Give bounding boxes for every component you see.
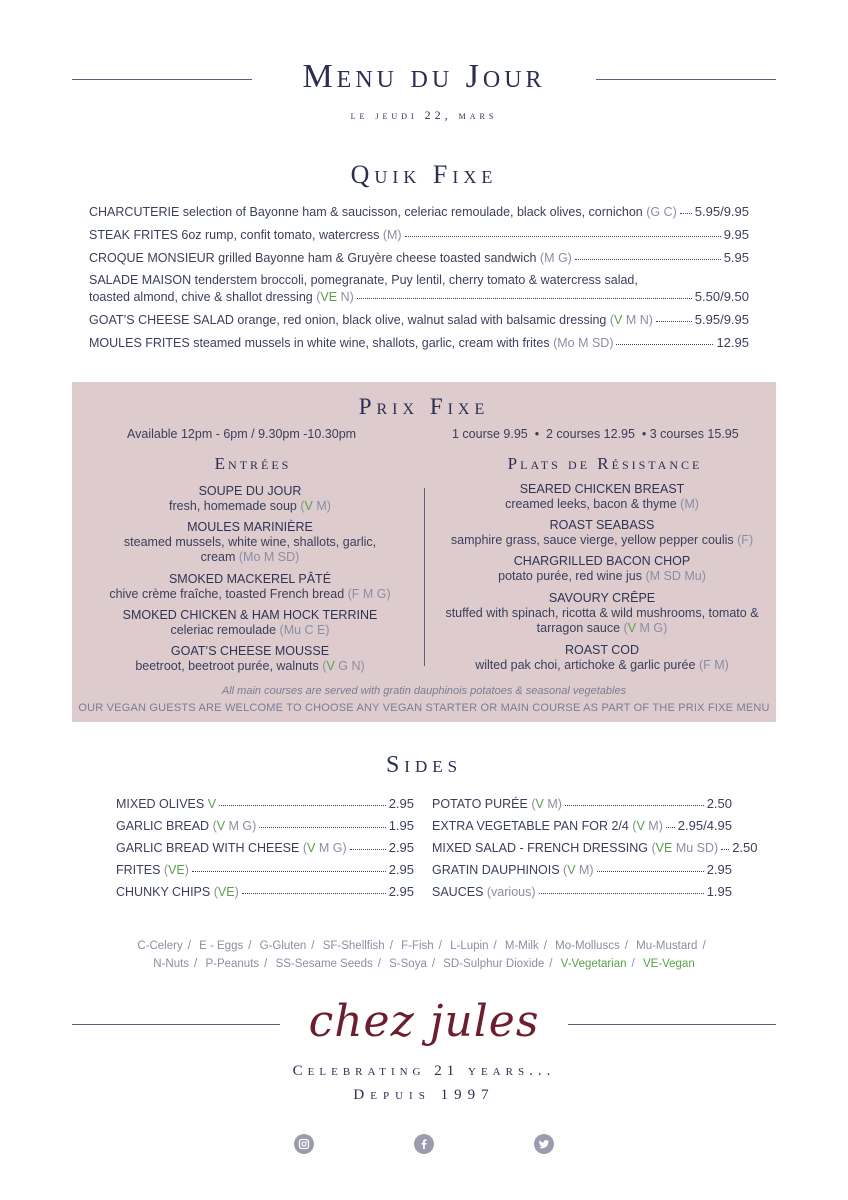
legend-vegan: VE-Vegan [642, 958, 695, 970]
vegetarian-mark: V [535, 797, 544, 811]
dish-name: ROAST SEABASS [549, 518, 655, 532]
side-name: MIXED OLIVES [116, 797, 208, 811]
allergens: M G) [315, 841, 347, 855]
main-savoury-crepe: SAVOURY CRÊPE stuffed with spinach, ricotta & wild mushrooms, tomato & tarragon sauce (V M G) [428, 591, 776, 636]
legend-vegetarian: V-Vegetarian [560, 958, 627, 970]
vegan-mark: VE [168, 863, 185, 877]
item-name: SALADE MAISON [89, 273, 192, 287]
item-name: CHARCUTERIE [89, 205, 180, 219]
allergen-legend [0, 937, 848, 973]
main-roast-seabass [428, 518, 776, 548]
dot-leader [565, 805, 704, 806]
dish-desc-2: cream [200, 550, 236, 564]
dish-desc: celeriac remoulade [170, 623, 277, 637]
allergens: G N) [338, 659, 365, 673]
allergens: (various) [486, 885, 536, 899]
prix-pricing: 1 course 9.95 • 2 courses 12.95 • 3 courses 15.95 [452, 427, 739, 441]
entree-smoked-mackerel [72, 572, 428, 602]
menu-title: Menu du Jour [302, 58, 546, 95]
dish-desc: chive crème fraîche, toasted French bread [109, 587, 345, 601]
item-price: 5.95/9.95 [694, 312, 749, 327]
dish-desc: stuffed with spinach, ricotta & wild mushrooms, tomato & [445, 606, 759, 620]
item-price: 12.95 [716, 335, 749, 350]
side-price: 2.95 [388, 884, 414, 899]
vegetarian-mark: V [627, 621, 637, 635]
dot-leader [219, 805, 386, 806]
dot-leader [721, 849, 729, 850]
celebrating-text: Celebrating 21 years... [292, 1063, 556, 1079]
dot-leader [575, 259, 721, 260]
quik-item-salade-maison-line1 [89, 273, 638, 287]
side-name: MIXED SALAD - FRENCH DRESSING [432, 841, 652, 855]
allergens: (Mo M SD) [238, 550, 300, 564]
legend-molluscs: Mo-Molluscs [555, 940, 620, 952]
allergens: M G) [225, 819, 257, 833]
legend-milk: M-Milk [504, 940, 539, 952]
dish-name: CHARGRILLED BACON CHOP [513, 554, 691, 568]
dish-desc: wilted pak choi, artichoke & garlic purée [475, 658, 696, 672]
entrees-title: Entrées [214, 454, 292, 473]
item-desc: 6oz rump, confit tomato, watercress [177, 228, 380, 242]
menu-date: le jeudi 22, mars [350, 108, 498, 122]
prix-note-gratin: All main courses are served with gratin dauphinois potatoes & seasonal vegetables [221, 685, 627, 697]
item-price: 9.95 [723, 227, 749, 242]
allergens: (Mo M SD) [553, 336, 614, 350]
quik-item-moules-frites [89, 335, 749, 350]
allergens: (F M) [698, 658, 729, 672]
side-price: 2.95 [388, 840, 414, 855]
mains-title: Plats de Résistance [507, 454, 703, 473]
item-price: 5.50/9.50 [694, 289, 749, 304]
allergens: (F M G) [347, 587, 391, 601]
side-name: POTATO PURÉE [432, 797, 532, 811]
legend-lupin: L-Lupin [450, 940, 489, 952]
dot-leader [357, 298, 692, 299]
allergens: (F) [737, 533, 754, 547]
allergens: (M SD Mu) [645, 569, 706, 583]
vegetarian-mark: V [207, 797, 217, 811]
dish-desc: potato purée, red wine jus [498, 569, 642, 583]
dish-desc: beetroot, beetroot purée, walnuts [135, 659, 319, 673]
sides-title: Sides [385, 752, 463, 778]
dish-desc: creamed leeks, bacon & thyme [505, 497, 677, 511]
dot-leader [666, 827, 675, 828]
vegetarian-mark: V [614, 313, 623, 327]
side-potato-puree: POTATO PURÉE (V M) 2.50 [432, 796, 732, 811]
allergens: M) [543, 797, 562, 811]
vegetarian-mark: V [304, 499, 313, 513]
dish-name: SAVOURY CRÊPE [548, 591, 656, 605]
quik-item-croque-monsieur [89, 250, 749, 265]
vegan-mark: VE [655, 841, 673, 855]
item-price: 5.95/9.95 [694, 204, 749, 219]
dish-name: MOULES MARINIÈRE [187, 520, 313, 534]
legend-line-1: C-Celery / E - Eggs / G-Gluten / SF-Shellfish / F-Fish / L-Lupin / M-Milk / Mo-Molluscs / Mu-Mustard / [137, 940, 706, 952]
dot-leader [405, 236, 721, 237]
vegetarian-mark: V [307, 841, 316, 855]
item-desc: selection of Bayonne ham & saucisson, celeriac remoulade, black olives, cornichon [179, 205, 643, 219]
item-desc-2: toasted almond, chive & shallot dressing [89, 290, 313, 304]
dish-desc: samphire grass, sauce vierge, yellow pepper coulis [450, 533, 734, 547]
side-garlic-bread: GARLIC BREAD (V M G) 1.95 [116, 818, 414, 833]
allergens: (M G) [539, 251, 572, 265]
legend-peanuts: P-Peanuts [205, 958, 260, 970]
side-price: 2.50 [732, 840, 758, 855]
chez-jules-logo: chez jules [308, 996, 540, 1047]
side-name: GARLIC BREAD WITH CHEESE [116, 841, 303, 855]
side-vegetable-pan: EXTRA VEGETABLE PAN FOR 2/4 (V M) 2.95/4.95 [432, 818, 732, 833]
dot-leader [597, 871, 704, 872]
vegan-mark: VE [320, 290, 338, 304]
side-garlic-bread-cheese: GARLIC BREAD WITH CHEESE (V M G) 2.95 [116, 840, 414, 855]
allergens: M) [316, 499, 331, 513]
item-name: MOULES FRITES [89, 336, 190, 350]
main-bacon-chop [428, 554, 776, 584]
vegetarian-mark: V [636, 819, 645, 833]
prix-fixe-title: Prix Fixe [358, 394, 490, 419]
side-name: FRITES [116, 863, 164, 877]
legend-soya: S-Soya [389, 958, 427, 970]
allergens: (G C) [646, 205, 677, 219]
legend-eggs: E - Eggs [199, 940, 244, 952]
dish-desc: steamed mussels, white wine, shallots, garlic, [123, 535, 377, 549]
side-mixed-olives [116, 796, 414, 811]
allergens: M) [575, 863, 594, 877]
side-price: 2.95 [388, 796, 414, 811]
allergens: M N) [625, 313, 653, 327]
twitter-icon[interactable] [534, 1134, 554, 1154]
item-desc: steamed mussels in white wine, shallots, garlic, cream with frites [189, 336, 550, 350]
dot-leader [192, 871, 386, 872]
side-sauces [432, 884, 732, 899]
facebook-icon[interactable] [414, 1134, 434, 1154]
side-price: 2.50 [706, 796, 732, 811]
dot-leader [616, 344, 713, 345]
quik-item-steak-frites [89, 227, 749, 242]
dot-leader [656, 321, 692, 322]
legend-line-2: N-Nuts / P-Peanuts / SS-Sesame Seeds / S-Soya / SD-Sulphur Dioxide / V-Vegetarian / VE-Vegan [153, 958, 695, 970]
entree-chicken-terrine [72, 608, 428, 638]
allergens: ) [234, 885, 239, 899]
side-name: GARLIC BREAD [116, 819, 213, 833]
side-name: SAUCES [432, 885, 487, 899]
item-price: 5.95 [723, 250, 749, 265]
allergens: M) [644, 819, 663, 833]
side-mixed-salad: MIXED SALAD - FRENCH DRESSING (VE Mu SD) 2.50 [432, 840, 758, 855]
allergens: (M) [680, 497, 699, 511]
allergens: N) [340, 290, 354, 304]
depuis-text: Depuis 1997 [353, 1087, 495, 1103]
dot-leader [242, 893, 386, 894]
side-price: 2.95/4.95 [677, 818, 732, 833]
quik-item-salade-maison: toasted almond, chive & shallot dressing (VE N) 5.50/9.50 [89, 289, 749, 304]
dish-name: SEARED CHICKEN BREAST [519, 482, 685, 496]
vegetarian-mark: V [567, 863, 576, 877]
main-seared-chicken [428, 482, 776, 512]
prix-note-vegan: OUR VEGAN GUESTS ARE WELCOME TO CHOOSE ANY VEGAN STARTER OR MAIN COURSE AS PART OF THE PRIX FIXE MENU [78, 702, 770, 714]
side-price: 2.95 [706, 862, 732, 877]
legend-mustard: Mu-Mustard [636, 940, 698, 952]
dish-name: SMOKED CHICKEN & HAM HOCK TERRINE [122, 608, 378, 622]
legend-sulphur: SD-Sulphur Dioxide [443, 958, 545, 970]
item-name: STEAK FRITES [89, 228, 178, 242]
vegan-mark: VE [217, 885, 235, 899]
dish-name: ROAST COD [564, 643, 640, 657]
vegetarian-mark: V [216, 819, 226, 833]
vegetarian-mark: V [326, 659, 335, 673]
dot-leader [259, 827, 385, 828]
item-name: GOAT’S CHEESE SALAD [89, 313, 234, 327]
item-desc: orange, red onion, black olive, walnut salad with balsamic dressing [233, 313, 607, 327]
side-price: 2.95 [388, 862, 414, 877]
dish-name: SMOKED MACKEREL PÂTÉ [168, 572, 332, 586]
legend-fish: F-Fish [401, 940, 434, 952]
entree-soupe-du-jour: SOUPE DU JOUR fresh, homemade soup (V M) [72, 484, 428, 514]
side-price: 1.95 [388, 818, 414, 833]
entree-goats-cheese-mousse: GOAT’S CHEESE MOUSSE beetroot, beetroot purée, walnuts (V G N) [72, 644, 428, 674]
side-name: GRATIN DAUPHINOIS [432, 863, 564, 877]
legend-nuts: N-Nuts [153, 958, 190, 970]
dish-name: SOUPE DU JOUR [198, 484, 302, 498]
quik-item-goats-cheese-salad: GOAT’S CHEESE SALAD orange, red onion, black olive, walnut salad with balsamic dressing (V M N) 5.95/9.95 [89, 312, 749, 327]
entree-moules-mariniere [72, 520, 428, 565]
dot-leader [680, 213, 692, 214]
side-gratin-dauphinois: GRATIN DAUPHINOIS (V M) 2.95 [432, 862, 732, 877]
legend-shellfish: SF-Shellfish [322, 940, 385, 952]
allergens: Mu SD) [672, 841, 719, 855]
main-roast-cod [428, 643, 776, 673]
item-name: CROQUE MONSIEUR [89, 251, 215, 265]
side-name: EXTRA VEGETABLE PAN FOR 2/4 [432, 819, 633, 833]
dish-name: GOAT’S CHEESE MOUSSE [170, 644, 330, 658]
dish-desc: fresh, homemade soup [169, 499, 297, 513]
side-chunky-chips: CHUNKY CHIPS (VE) 2.95 [116, 884, 414, 899]
dot-leader [539, 893, 704, 894]
item-desc: tenderstem broccoli, pomegranate, Puy lentil, cherry tomato & watercress salad, [191, 273, 638, 287]
allergens: ) [184, 863, 189, 877]
legend-celery: C-Celery [137, 940, 183, 952]
prix-fixe-panel [72, 382, 776, 722]
item-desc: grilled Bayonne ham & Gruyère cheese toasted sandwich [214, 251, 537, 265]
prix-availability: Available 12pm - 6pm / 9.30pm -10.30pm [127, 427, 357, 441]
legend-gluten: G-Gluten [259, 940, 307, 952]
instagram-icon[interactable] [294, 1134, 314, 1154]
allergens: (M) [382, 228, 402, 242]
dish-desc-2: tarragon sauce [536, 621, 621, 635]
quik-fixe-title: Quik Fixe [350, 160, 498, 189]
side-frites: FRITES (VE) 2.95 [116, 862, 414, 877]
allergens: M G) [639, 621, 668, 635]
side-price: 1.95 [706, 884, 732, 899]
legend-sesame: SS-Sesame Seeds [275, 958, 373, 970]
allergens: (Mu C E) [279, 623, 330, 637]
side-name: CHUNKY CHIPS [116, 885, 214, 899]
quik-item-charcuterie [89, 204, 749, 219]
dot-leader [350, 849, 386, 850]
